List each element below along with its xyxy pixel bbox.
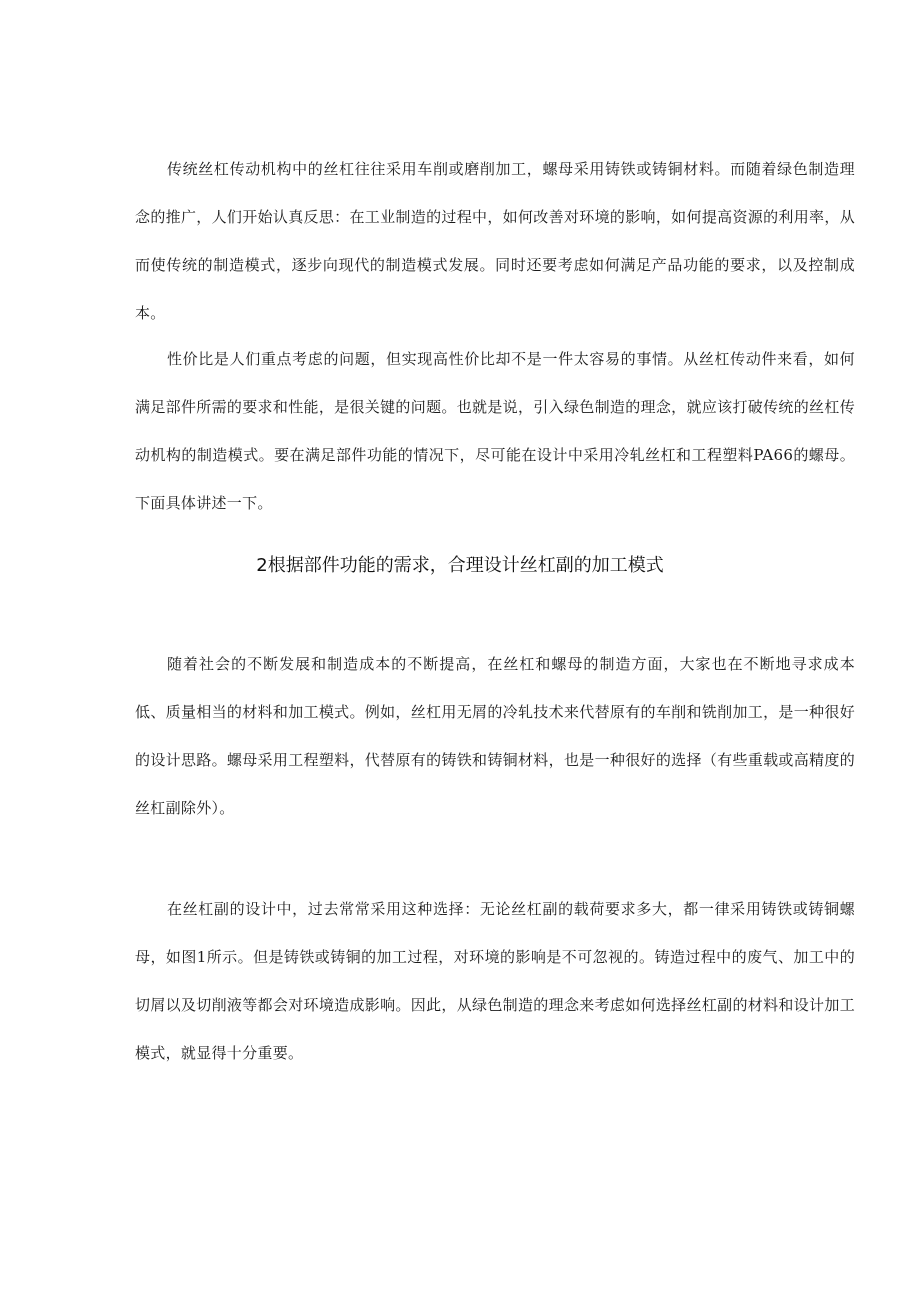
section-heading: 2根据部件功能的需求，合理设计丝杠副的加工模式 <box>256 555 664 576</box>
paragraph-cost-performance: 性价比是人们重点考虑的问题，但实现高性价比却不是一件太容易的事情。从丝杠传动件来看，如何满足部件所需的要求和性能，是很关键的问题。也就是说，引入绿色制造的理念，就应该打破传统的丝杠传动机构的制造模式。要在满足部件功能的情况下，尽可能在设计中采用冷轧丝杠和工程塑料PA66的螺母。下面具体讲述一下。 <box>135 350 855 512</box>
paragraph-materials: 随着社会的不断发展和制造成本的不断提高，在丝杠和螺母的制造方面，大家也在不断地寻求成本低、质量相当的材料和加工模式。例如，丝杠用无屑的冷轧技术来代替原有的车削和铣削加工，是一种很好的设计思路。螺母采用工程塑料，代替原有的铸铁和铸铜材料，也是一种很好的选择（有些重载或高精度的丝杠副除外）。 <box>135 655 855 817</box>
paragraph-intro: 传统丝杠传动机构中的丝杠往往采用车削或磨削加工，螺母采用铸铁或铸铜材料。而随着绿色制造理念的推广，人们开始认真反思：在工业制造的过程中，如何改善对环境的影响，如何提高资源的利用率，从而使传统的制造模式，逐步向现代的制造模式发展。同时还要考虑如何满足产品功能的要求，以及控制成本。 <box>135 160 855 322</box>
paragraph-design-choice: 在丝杠副的设计中，过去常常采用这种选择：无论丝杠副的载荷要求多大，都一律采用铸铁或铸铜螺母，如图1所示。但是铸铁或铸铜的加工过程，对环境的影响是不可忽视的。铸造过程中的废气、加工中的切屑以及切削液等都会对环境造成影响。因此，从绿色制造的理念来考虑如何选择丝杠副的材料和设计加工模式，就显得十分重要。 <box>135 900 855 1062</box>
